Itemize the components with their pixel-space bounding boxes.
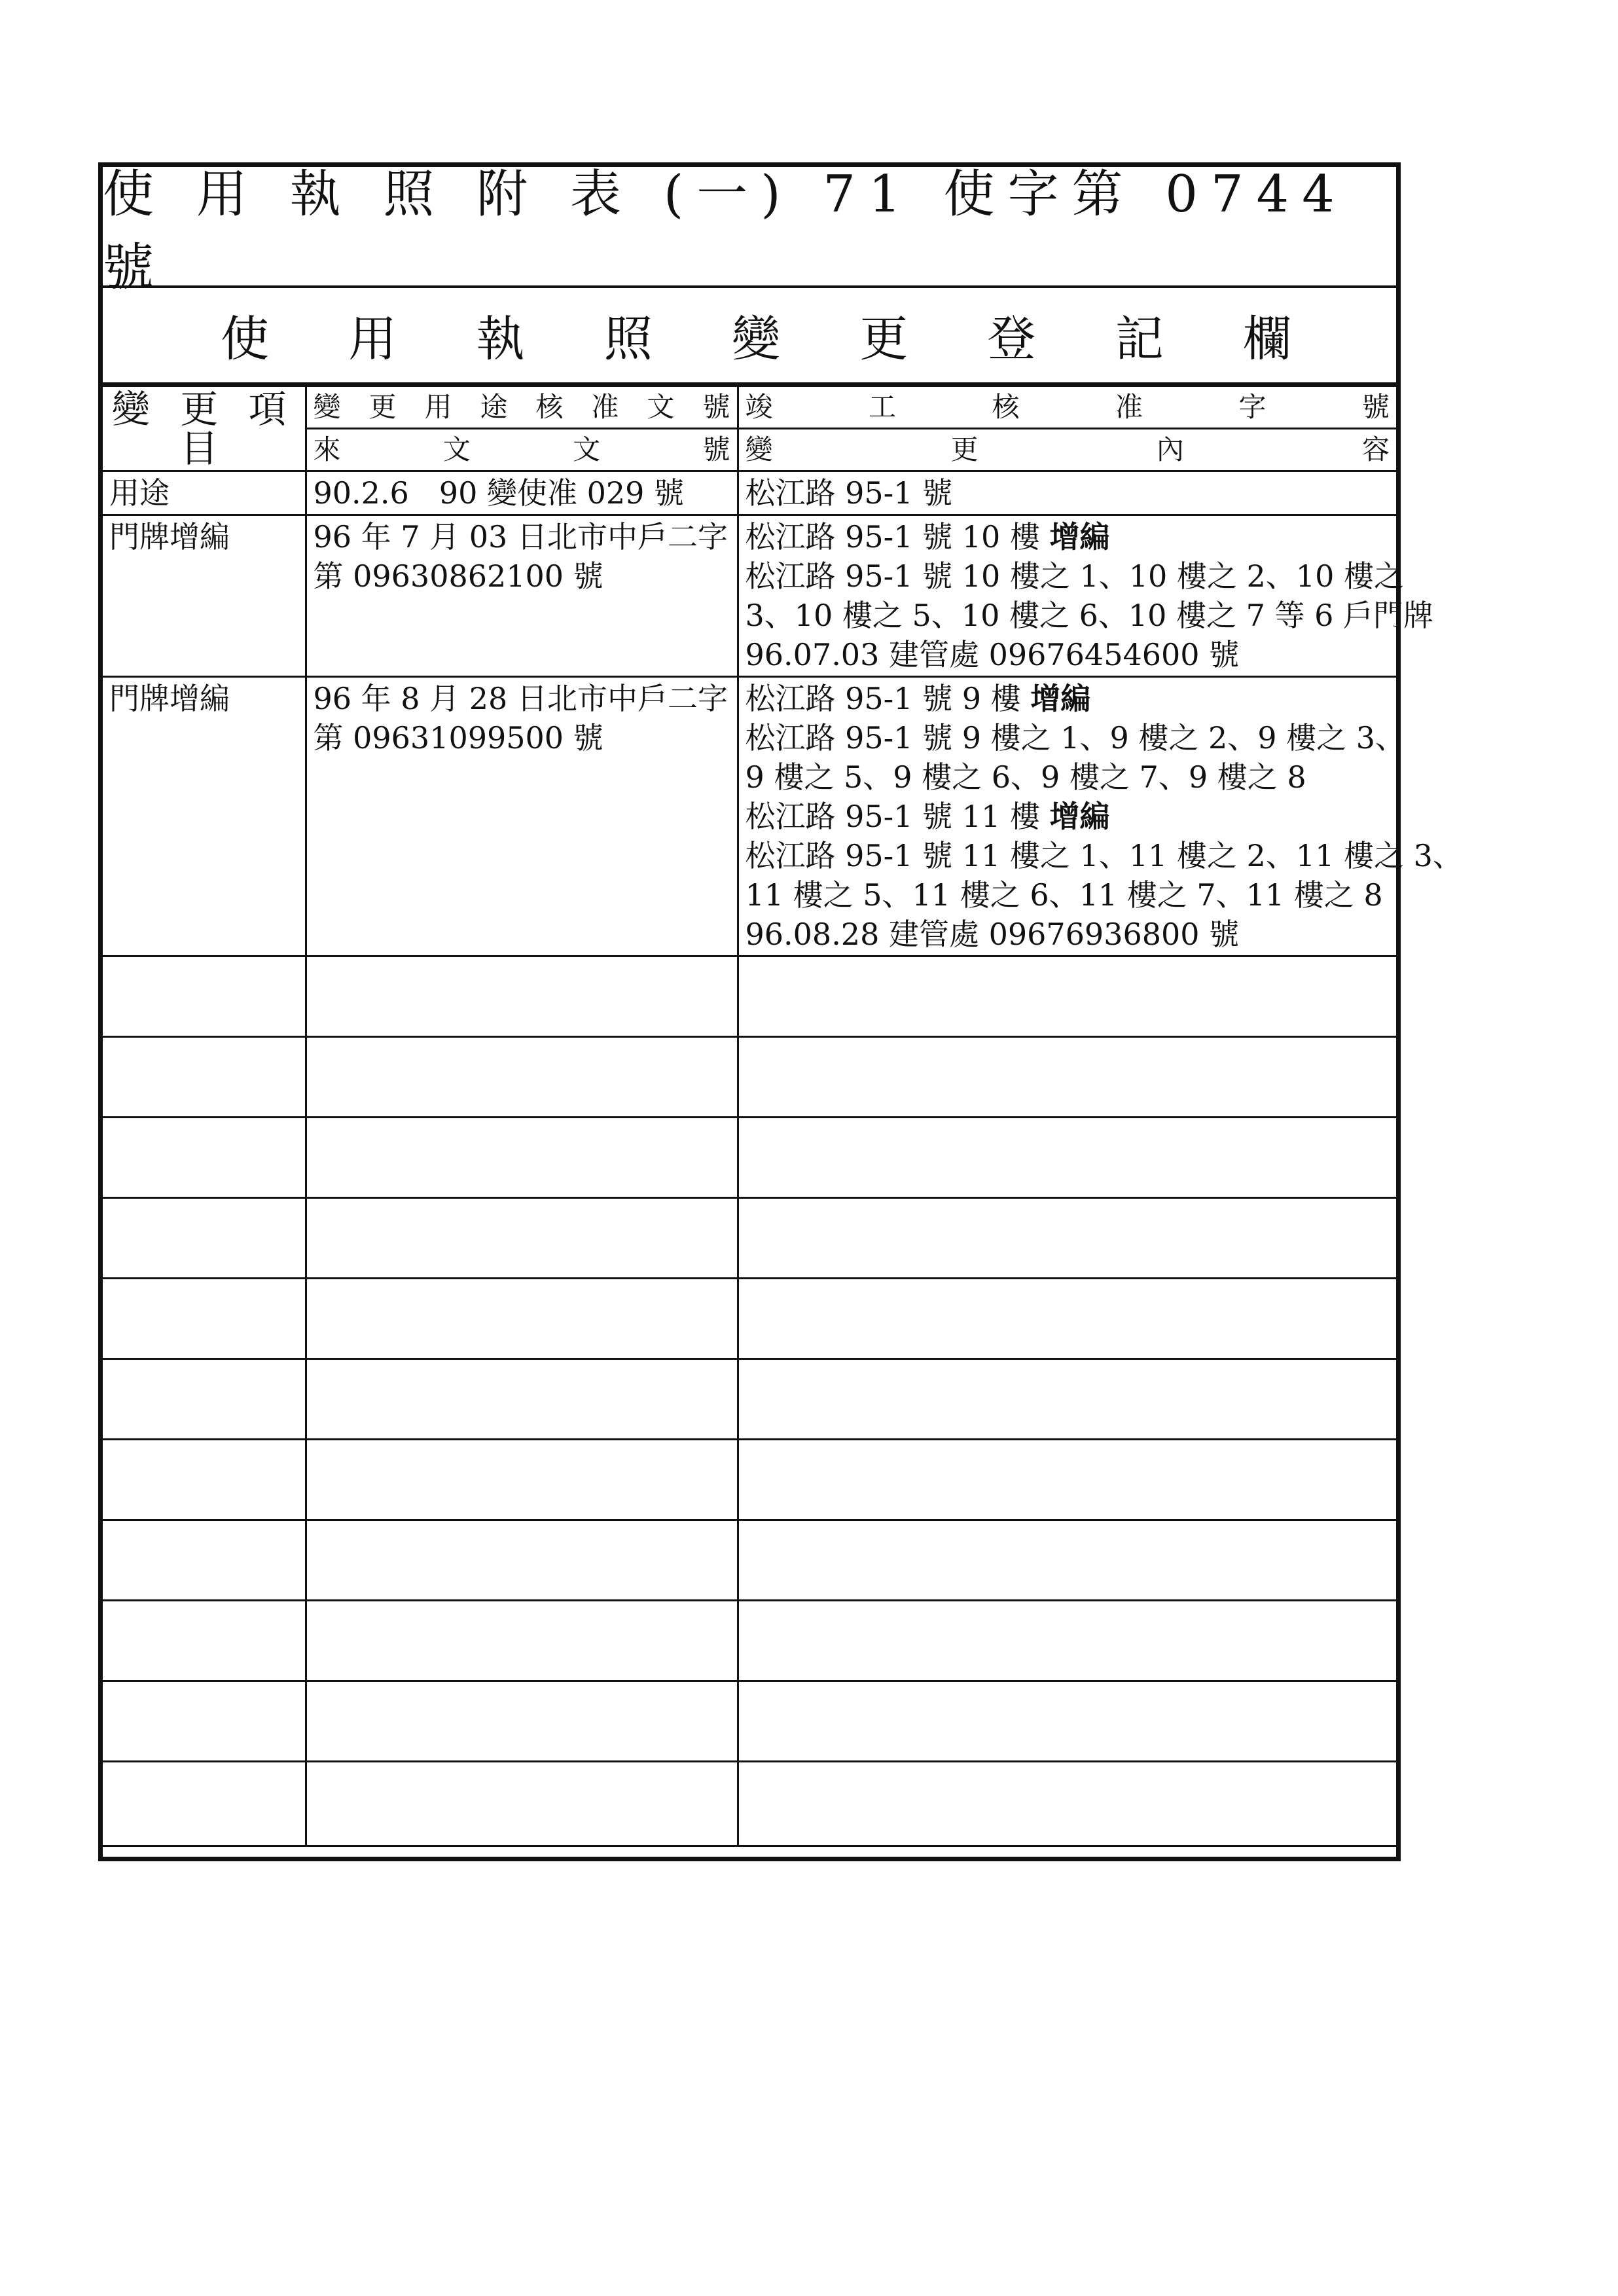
header-char: 文 xyxy=(573,433,601,465)
doc-number-cell xyxy=(306,471,738,515)
empty-table-row xyxy=(103,957,1396,1037)
change-content-tag: 增編 xyxy=(1049,799,1110,834)
header-char: 准 xyxy=(1115,391,1143,423)
header-char: 號 xyxy=(702,391,730,423)
empty-cell xyxy=(306,957,738,1037)
table-row xyxy=(103,677,1396,957)
empty-cell xyxy=(103,1440,306,1520)
header-char: 號 xyxy=(1361,391,1390,423)
header-row-1 xyxy=(103,386,1396,429)
empty-cell xyxy=(306,1762,738,1846)
empty-cell xyxy=(306,1440,738,1520)
empty-table-row xyxy=(103,1037,1396,1118)
header-char: 竣 xyxy=(745,391,773,423)
header-incoming-doc-no xyxy=(306,429,738,471)
form-title xyxy=(103,164,1396,297)
header-char: 途 xyxy=(480,391,508,423)
section-title-char: 記 xyxy=(1115,311,1164,367)
header-change-item: 變 更 項 目 xyxy=(103,386,306,471)
empty-table-row xyxy=(103,1440,1396,1520)
header-char: 內 xyxy=(1156,433,1184,465)
license-form xyxy=(98,162,1463,1861)
empty-cell xyxy=(103,1037,306,1118)
change-content-text: 松江路 95-1 號 9 樓之 1、9 樓之 2、9 樓之 3、 xyxy=(745,720,1406,756)
change-content-line xyxy=(746,635,1390,674)
empty-cell xyxy=(103,1279,306,1359)
doc-number-line: 第 09631099500 號 xyxy=(313,720,603,756)
change-content-tag: 增編 xyxy=(1049,519,1110,555)
change-content-text: 松江路 95-1 號 10 樓 xyxy=(745,519,1050,555)
header-char: 文 xyxy=(647,391,675,423)
empty-cell xyxy=(306,1520,738,1601)
empty-cell xyxy=(738,1359,1396,1440)
empty-cell xyxy=(306,1681,738,1762)
doc-number-line: 96 年 8 月 28 日北市中戶二字 xyxy=(313,681,728,716)
change-content-text: 3、10 樓之 5、10 樓之 6、10 樓之 7 等 6 戶門牌 xyxy=(745,598,1434,633)
change-content-line xyxy=(745,556,1404,596)
change-content-line xyxy=(745,596,1434,635)
empty-cell xyxy=(306,1198,738,1279)
empty-cell xyxy=(103,1601,306,1681)
empty-cell xyxy=(306,1118,738,1198)
doc-number-cell xyxy=(306,515,738,677)
header-change-content xyxy=(738,429,1396,471)
change-content-text: 9 樓之 5、9 樓之 6、9 樓之 7、9 樓之 8 xyxy=(745,759,1306,795)
empty-table-row xyxy=(103,1762,1396,1846)
change-content-line xyxy=(746,679,1390,718)
header-char: 核 xyxy=(992,391,1020,423)
empty-cell xyxy=(306,1601,738,1681)
empty-cell xyxy=(738,1762,1396,1846)
empty-cell xyxy=(738,1601,1396,1681)
header-completion-no xyxy=(738,386,1396,429)
change-content-line xyxy=(745,836,1463,875)
change-content-cell xyxy=(738,515,1434,677)
change-content-line xyxy=(746,517,1390,556)
empty-cell xyxy=(738,1198,1396,1279)
change-content-line xyxy=(746,757,1390,797)
header-approval-doc-no xyxy=(306,386,738,429)
section-title-char: 照 xyxy=(603,311,653,367)
change-content-text: 松江路 95-1 號 10 樓之 1、10 樓之 2、10 樓之 xyxy=(745,558,1404,594)
empty-table-row xyxy=(103,1118,1396,1198)
empty-cell xyxy=(738,1037,1396,1118)
header-char: 更 xyxy=(950,433,979,465)
form-title-text: 使 用 執 照 附 表 (一) 71 使字第 0744 號 xyxy=(103,164,1348,297)
empty-cell xyxy=(738,1279,1396,1359)
empty-table-row xyxy=(103,1279,1396,1359)
change-item-cell: 門牌增編 xyxy=(103,677,306,957)
empty-cell xyxy=(306,1037,738,1118)
table-row xyxy=(103,471,1396,515)
header-char: 用 xyxy=(424,391,452,423)
header-char: 字 xyxy=(1238,391,1267,423)
change-content-text: 96.07.03 建管處 09676454600 號 xyxy=(745,637,1240,672)
header-char: 工 xyxy=(868,391,896,423)
change-content-line xyxy=(745,718,1406,757)
change-item-cell: 門牌增編 xyxy=(103,515,306,677)
header-char: 准 xyxy=(591,391,619,423)
doc-number-line: 第 09630862100 號 xyxy=(313,558,603,594)
change-content-text: 松江路 95-1 號 xyxy=(745,475,953,511)
empty-cell xyxy=(103,1762,306,1846)
change-content-text: 松江路 95-1 號 9 樓 xyxy=(745,681,1031,716)
change-content-line xyxy=(746,797,1390,836)
section-title-char: 欄 xyxy=(1243,311,1291,367)
section-title xyxy=(103,288,1396,385)
empty-cell xyxy=(738,1118,1396,1198)
empty-cell xyxy=(738,1520,1396,1601)
change-item-cell: 用途 xyxy=(103,471,306,515)
section-title-char: 使 xyxy=(221,311,269,367)
empty-cell xyxy=(103,1118,306,1198)
header-char: 文 xyxy=(442,433,471,465)
change-register-table xyxy=(103,385,1463,1847)
empty-cell xyxy=(306,1279,738,1359)
empty-cell xyxy=(738,1440,1396,1520)
change-content-tag: 增編 xyxy=(1030,681,1091,716)
empty-cell xyxy=(103,1520,306,1601)
header-char: 核 xyxy=(535,391,564,423)
change-content-cell xyxy=(738,471,1396,515)
header-char: 來 xyxy=(313,433,341,465)
empty-table-row xyxy=(103,1601,1396,1681)
section-title-char: 用 xyxy=(348,311,397,367)
header-char: 號 xyxy=(702,433,730,465)
change-content-text: 松江路 95-1 號 11 樓之 1、11 樓之 2、11 樓之 3、 xyxy=(745,838,1463,873)
header-char: 更 xyxy=(369,391,397,423)
change-content-text: 96.08.28 建管處 09676936800 號 xyxy=(745,917,1240,952)
change-content-line xyxy=(746,473,1390,513)
section-title-char: 變 xyxy=(732,311,780,367)
empty-cell xyxy=(103,1359,306,1440)
empty-table-row xyxy=(103,1359,1396,1440)
empty-table-row xyxy=(103,1681,1396,1762)
empty-cell xyxy=(103,957,306,1037)
empty-cell xyxy=(738,1681,1396,1762)
section-title-char: 執 xyxy=(476,311,525,367)
section-title-char: 更 xyxy=(859,311,908,367)
empty-table-row xyxy=(103,1198,1396,1279)
empty-table-row xyxy=(103,1520,1396,1601)
header-char: 變 xyxy=(745,433,773,465)
header-char: 容 xyxy=(1361,433,1390,465)
doc-number-line: 90.2.6 90 變使准 029 號 xyxy=(313,475,685,511)
change-content-text: 松江路 95-1 號 11 樓 xyxy=(745,799,1050,834)
empty-cell xyxy=(103,1198,306,1279)
table-row xyxy=(103,515,1396,677)
change-content-line xyxy=(746,875,1390,915)
empty-cell xyxy=(306,1359,738,1440)
empty-cell xyxy=(738,957,1396,1037)
header-char: 變 xyxy=(313,391,341,423)
change-content-cell xyxy=(738,677,1463,957)
doc-number-cell xyxy=(306,677,738,957)
doc-number-line: 96 年 7 月 03 日北市中戶二字 xyxy=(313,519,728,555)
change-content-text: 11 樓之 5、11 樓之 6、11 樓之 7、11 樓之 8 xyxy=(745,877,1383,913)
empty-cell xyxy=(103,1681,306,1762)
change-content-line xyxy=(746,915,1390,954)
section-title-char: 登 xyxy=(987,311,1036,367)
